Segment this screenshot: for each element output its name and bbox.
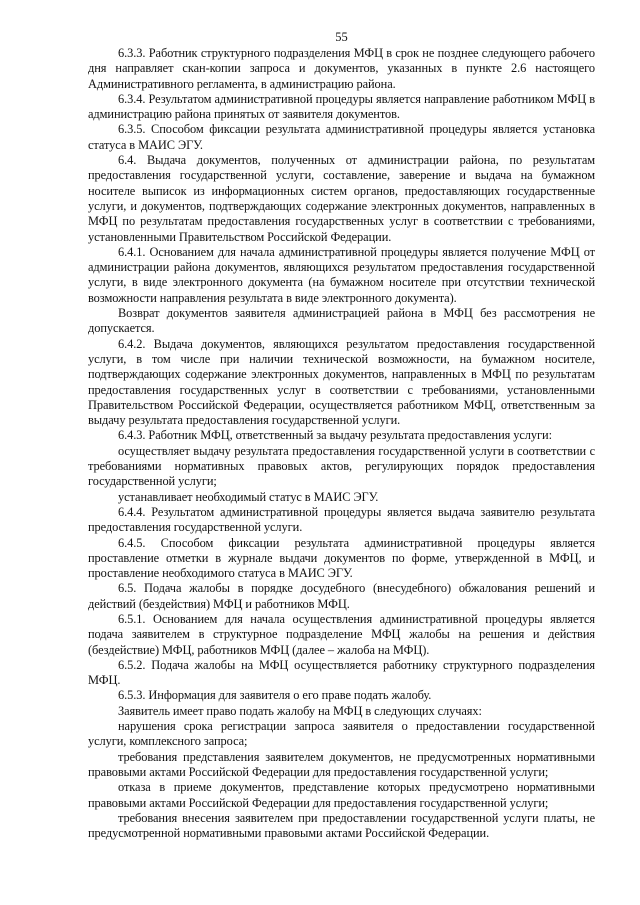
document-page xyxy=(88,30,595,841)
paragraph-6-4: 6.4. Выдача документов, полученных от администрации района, по результатам предоставления государственной услуги, составление, заверение и выдача на бумажном носителе выписок из информационных систем органов, предоставляющих государственные услуги, и документов, подтверждающих содержание электронных документов, направленных в МФЦ по результатам предоставления государственных услуг в соответствии с требованиями, установленными Правительством Российской Федерации. xyxy=(88,153,595,244)
paragraph-6-3-3: 6.3.3. Работник структурного подразделения МФЦ в срок не позднее следующего рабочего дня направляет скан-копии запроса и документов, указанных в пункте 2.6 настоящего Административного регламента, в администрацию района. xyxy=(88,46,595,91)
paragraph-6-5: 6.5. Подача жалобы в порядке досудебного (внесудебного) обжалования решений и действий (бездействия) МФЦ и работников МФЦ. xyxy=(88,581,595,611)
paragraph-return-of-documents: Возврат документов заявителя администрацией района в МФЦ без рассмотрения не допускается. xyxy=(88,306,595,336)
paragraph-sets-status: устанавливает необходимый статус в МАИС ЭГУ. xyxy=(118,489,379,504)
paragraph-complaint-right: Заявитель имеет право подать жалобу на МФЦ в следующих случаях: xyxy=(118,703,482,718)
paragraph-issues-result: осуществляет выдачу результата предоставления государственной услуги в соответствии с требованиями нормативных правовых актов, регулирующих порядок предоставления государственной услуги; xyxy=(88,443,595,489)
paragraph-6-5-3: 6.5.3. Информация для заявителя о его праве подать жалобу. xyxy=(118,688,432,703)
paragraph-case-extra-documents: требования представления заявителем документов, не предусмотренных нормативными правовыми актами Российской Федерации для предоставления государственной услуги; xyxy=(88,749,595,779)
paragraph-6-5-2: 6.5.2. Подача жалобы на МФЦ осуществляется работнику структурного подразделения МФЦ. xyxy=(88,657,595,688)
paragraph-case-fee: требования внесения заявителем при предоставлении государственной услуги платы, не предусмотренной нормативными правовыми актами Российской Федерации. xyxy=(88,810,595,841)
paragraph-6-3-4: 6.3.4. Результатом административной процедуры является направление работником МФЦ в администрацию района принятых от заявителя документов. xyxy=(88,91,595,122)
paragraph-6-4-5: 6.4.5. Способом фиксации результата административной процедуры является проставление отметки в журнале выдачи документов по форме, утвержденной в МФЦ, и проставление необходимого статуса в МАИС ЭГУ. xyxy=(88,535,595,581)
paragraph-6-3-5: 6.3.5. Способом фиксации результата административной процедуры является установка статуса в МАИС ЭГУ. xyxy=(88,122,595,152)
paragraph-6-4-1: 6.4.1. Основанием для начала административной процедуры является получение МФЦ от администрации района документов, являющихся результатом предоставления государственной услуги, в виде электронного документа (на бумажном носителе при отсутствии технической возможности направления результата в виде электронного документа). xyxy=(88,244,595,305)
paragraph-case-registration-deadline: нарушения срока регистрации запроса заявителя о предоставлении государственной услуги, комплексного запроса; xyxy=(88,719,595,749)
page-number: 55 xyxy=(335,30,348,44)
paragraph-6-4-4: 6.4.4. Результатом административной процедуры является выдача заявителю результата предоставления государственной услуги. xyxy=(88,504,595,535)
paragraph-6-5-1: 6.5.1. Основанием для начала осуществления административной процедуры является подача заявителем в структурное подразделение МФЦ жалобы на решения и действия (бездействие) МФЦ, работников МФЦ (далее – жалоба на МФЦ). xyxy=(88,611,595,657)
paragraph-6-4-2: 6.4.2. Выдача документов, являющихся результатом предоставления государственной услуги, в том числе при наличии технической возможности, на бумажном носителе, подтверждающих содержание электронных документов, направленных в МФЦ по результатам предоставления государственных услуг в соответствии с требованиями, установленными Правительством Российской Федерации, осуществляется работником МФЦ, ответственным за выдачу результата предоставления государственной услуги. xyxy=(88,336,595,428)
paragraph-6-4-3: 6.4.3. Работник МФЦ, ответственный за выдачу результата предоставления услуги: xyxy=(118,428,552,443)
paragraph-case-refusal: отказа в приеме документов, представление которых предусмотрено нормативными правовыми актами Российской Федерации для предоставления государственной услуги; xyxy=(88,780,595,810)
